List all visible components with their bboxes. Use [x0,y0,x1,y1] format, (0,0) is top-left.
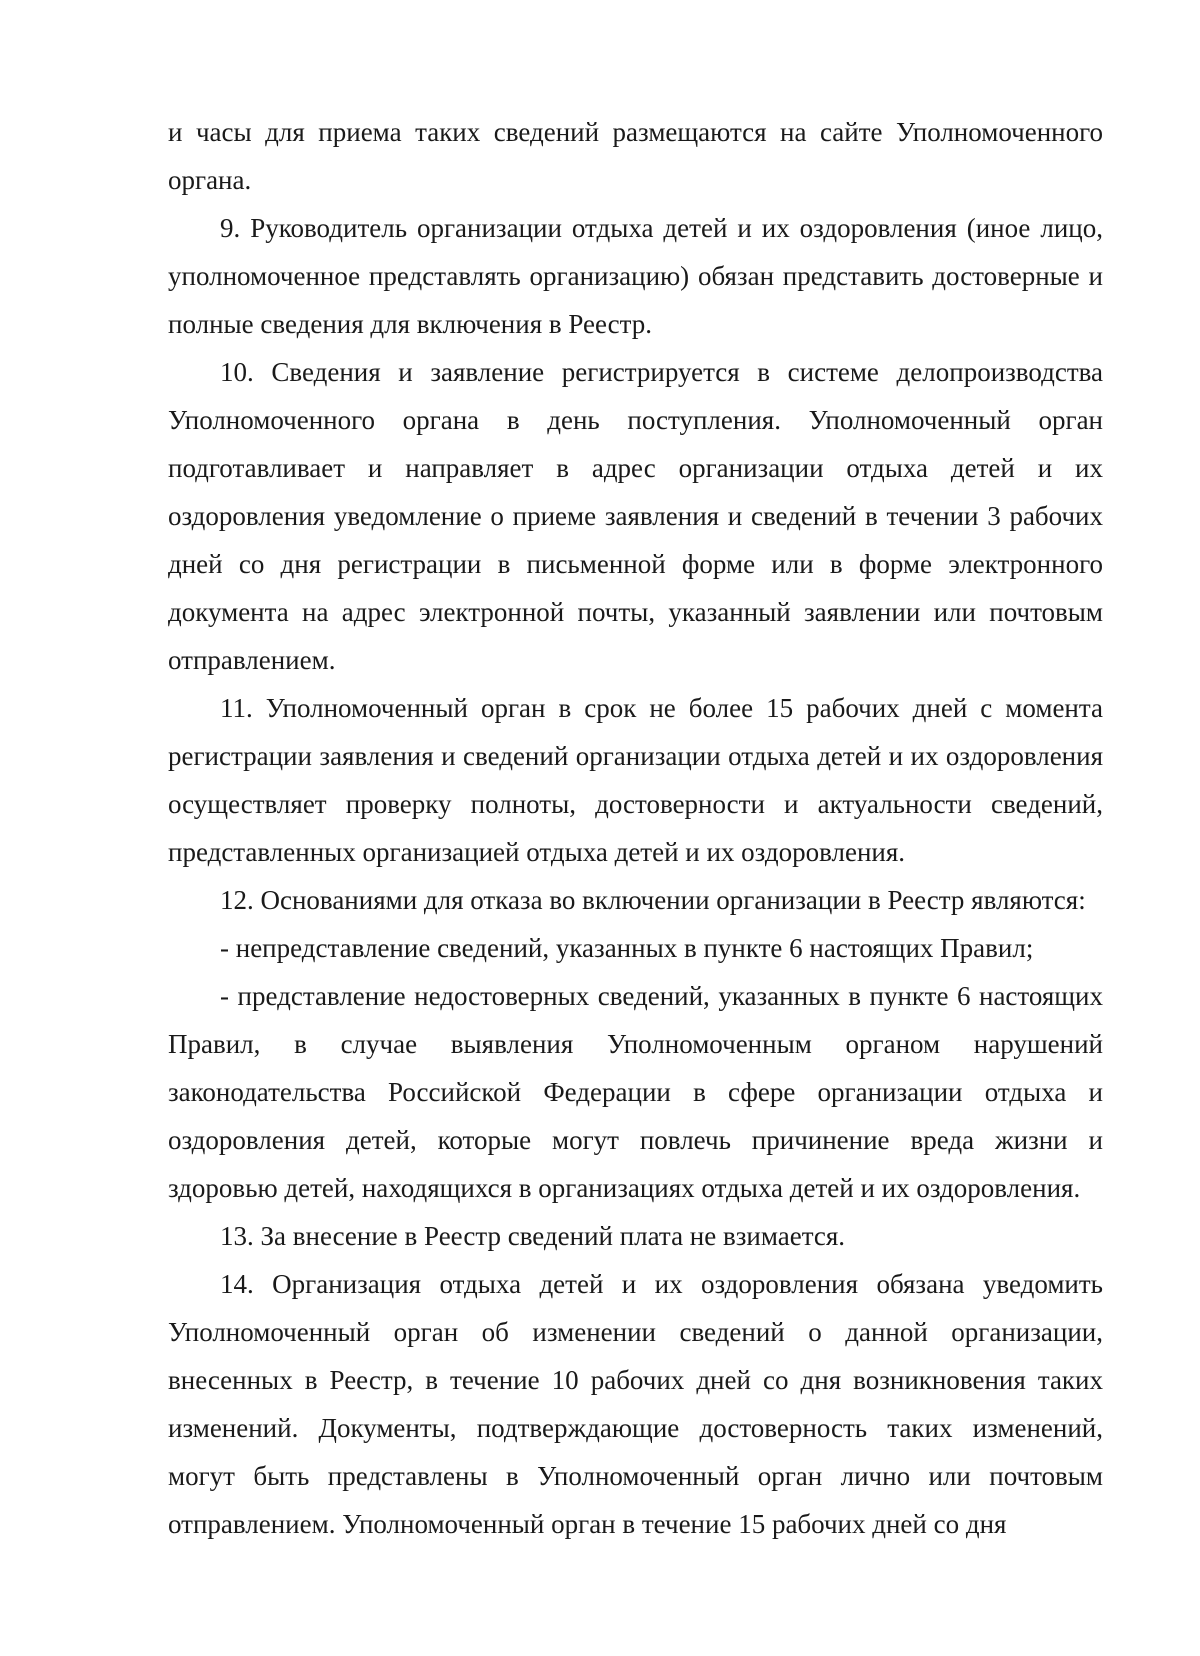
paragraph-item-12-bullet-1: - непредставление сведений, указанных в пункте 6 настоящих Правил; [220,933,1034,963]
paragraph-item-13: 13. За внесение в Реестр сведений плата не взимается. [220,1221,845,1251]
paragraph-item-12: 12. Основаниями для отказа во включении организации в Реестр являются: [220,885,1086,915]
paragraph-item-9: 9. Руководитель организации отдыха детей и их оздоровления (иное лицо, уполномоченное представлять организацию) обязан представить достоверные и полные сведения для включения в Реестр. [168,213,1103,339]
paragraph-item-10: 10. Сведения и заявление регистрируется в системе делопроизводства Уполномоченного органа в день поступления. Уполномоченный орган подготавливает и направляет в адрес организации отдыха детей и их оздоровления уведомление о приеме заявления и сведений в течении 3 рабочих дней со дня регистрации в письменной форме или в форме электронного документа на адрес электронной почты, указанный заявлении или почтовым отправлением. [168,357,1103,675]
paragraph-item-11: 11. Уполномоченный орган в срок не более 15 рабочих дней с момента регистрации заявления и сведений организации отдыха детей и их оздоровления осуществляет проверку полноты, достоверности и актуальности сведений, представленных организацией отдыха детей и их оздоровления. [168,693,1103,867]
paragraph-item-14: 14. Организация отдыха детей и их оздоровления обязана уведомить Уполномоченный орган об изменении сведений о данной организации, внесенных в Реестр, в течение 10 рабочих дней со дня возникновения таких изменений. Документы, подтверждающие достоверность таких изменений, могут быть представлены в Уполномоченный орган лично или почтовым отправлением. Уполномоченный орган в течение 15 рабочих дней со дня [168,1269,1103,1539]
paragraph-continuation: и часы для приема таких сведений размещаются на сайте Уполномоченного органа. [168,117,1103,195]
paragraph-item-12-bullet-2: - представление недостоверных сведений, указанных в пункте 6 настоящих Правил, в случае выявления Уполномоченным органом нарушений законодательства Российской Федерации в сфере организации отдыха и оздоровления детей, которые могут повлечь причинение вреда жизни и здоровью детей, находящихся в организациях отдыха детей и их оздоровления. [168,981,1103,1203]
document-body [168,108,1103,1548]
